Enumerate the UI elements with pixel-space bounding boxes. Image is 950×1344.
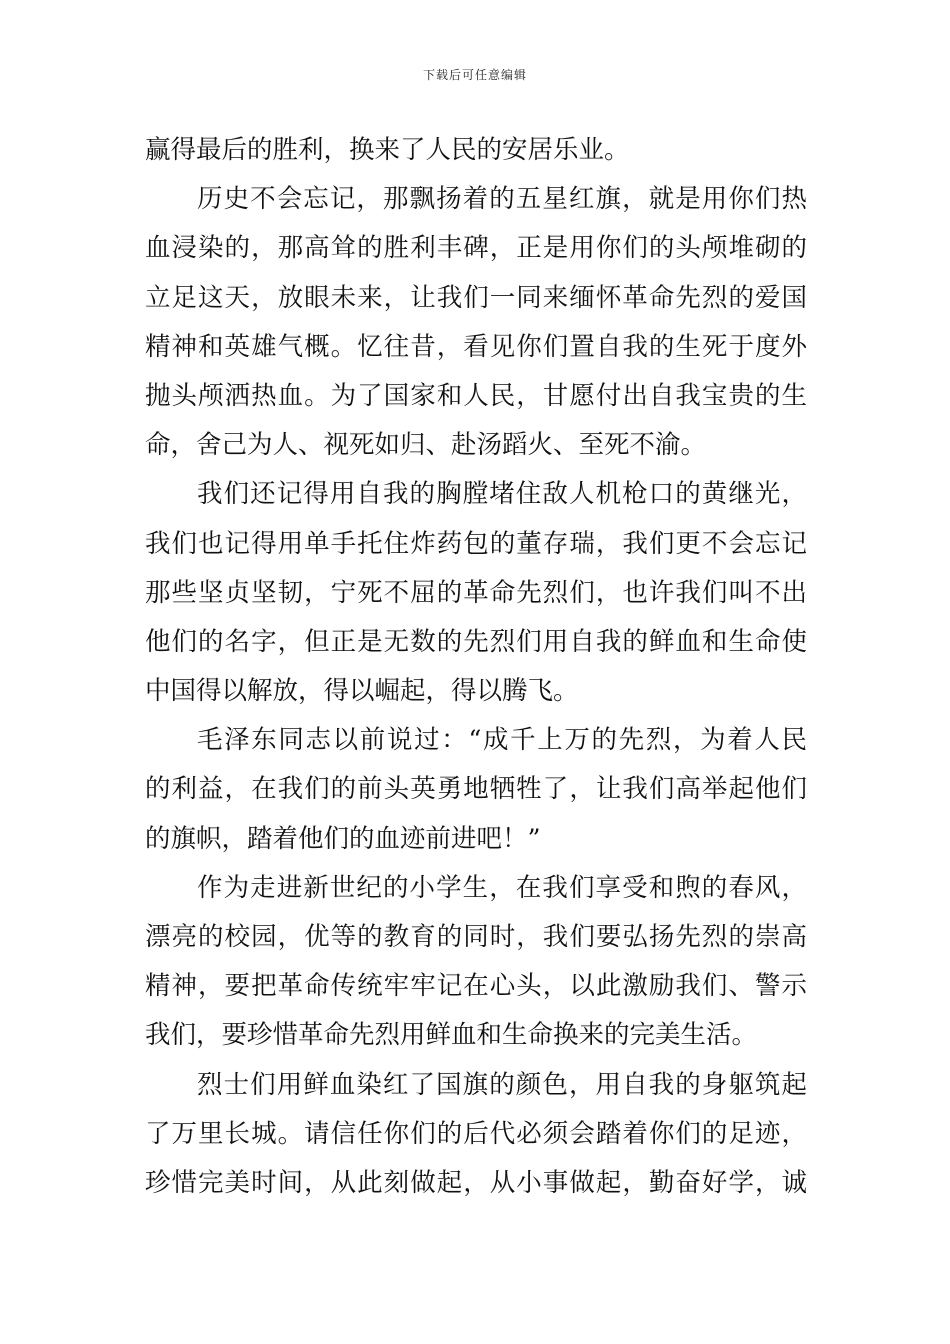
text-line: 我们，要珍惜革命先烈用鲜血和生命换来的完美生活。 (145, 1020, 758, 1051)
text-line: 血浸染的，那高耸的胜利丰碑，正是用你们的头颅堆砌的 (145, 233, 807, 264)
text-line: 了万里长城。请信任你们的后代必须会踏着你们的足迹， (145, 1118, 807, 1149)
body-text (145, 126, 807, 1208)
text-line: 命，舍己为人、视死如归、赴汤蹈火、至死不渝。 (145, 430, 707, 461)
text-line: 精神，要把革命传统牢牢记在心头，以此激励我们、警示 (145, 971, 807, 1002)
text-line: 他们的名字，但正是无数的先烈们用自我的鲜血和生命使 (145, 626, 807, 657)
text-line: 的利益，在我们的前头英勇地牺牲了，让我们高举起他们 (145, 774, 807, 805)
text-line: 那些坚贞坚韧，宁死不屈的革命先烈们，也许我们叫不出 (145, 577, 807, 608)
text-line: 珍惜完美时间，从此刻做起，从小事做起，勤奋好学，诚 (145, 1167, 807, 1198)
text-line: 我们还记得用自我的胸膛堵住敌人机枪口的黄继光， (197, 479, 807, 510)
text-line: 烈士们用鲜血染红了国旗的颜色，用自我的身躯筑起 (197, 1069, 807, 1100)
text-line: 赢得最后的胜利，换来了人民的安居乐业。 (145, 135, 630, 165)
text-line: 立足这天，放眼未来，让我们一同来缅怀革命先烈的爱国 (145, 282, 807, 313)
text-line: 历史不会忘记，那飘扬着的五星红旗，就是用你们热 (197, 184, 807, 215)
text-line: 抛头颅洒热血。为了国家和人民，甘愿付出自我宝贵的生 (145, 380, 807, 411)
text-line: 作为走进新世纪的小学生，在我们享受和煦的春风， (197, 872, 807, 903)
text-line: 我们也记得用单手托住炸药包的董存瑞，我们更不会忘记 (145, 528, 807, 559)
header-note: 下载后可任意编辑 (422, 68, 527, 82)
text-line: 漂亮的校园，优等的教育的同时，我们要弘扬先烈的崇高 (145, 922, 807, 952)
text-line: 中国得以解放，得以崛起，得以腾飞。 (145, 676, 579, 707)
text-line: 的旗帜，踏着他们的血迹前进吧！” (145, 823, 541, 854)
text-line: 毛泽东同志以前说过：“成千上万的先烈，为着人民 (197, 725, 807, 756)
text-line: 精神和英雄气概。忆往昔，看见你们置自我的生死于度外 (145, 331, 807, 362)
